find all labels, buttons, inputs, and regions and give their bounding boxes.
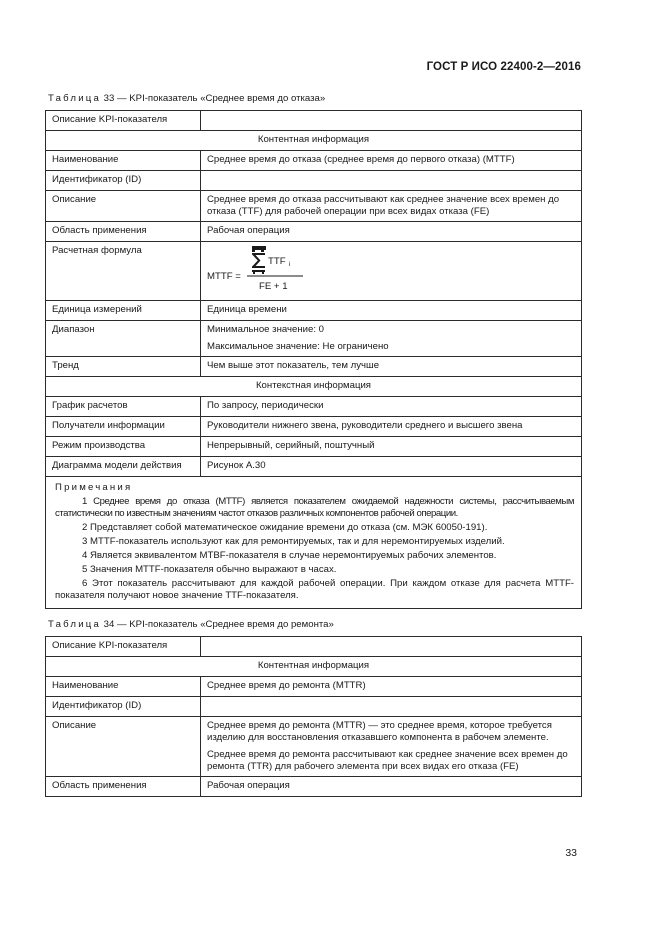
table-34-cell-value xyxy=(201,637,582,657)
table-34-cell-value xyxy=(201,717,582,777)
table-33-cell-label: Область применения xyxy=(46,222,201,242)
table-34-caption xyxy=(48,619,334,630)
table-33-cell-value: Единица времени xyxy=(201,301,582,321)
table-33-cell-label: Расчетная формула xyxy=(46,242,201,301)
table-33-caption xyxy=(48,93,325,104)
note-item: 4 Является эквивалентом MTBF-показателя в случае неремонтируемых рабочих элементов. xyxy=(82,550,497,561)
note-item: 6 Этот показатель рассчитывают для каждой рабочей операции. При каждом отказе для расчета MTTF-показателя получают новое значение TTF-показателя. xyxy=(55,578,574,601)
table-33-cell-label: Описание KPI-показателя xyxy=(46,111,201,131)
description-paragraph: Среднее время до ремонта рассчитывают как среднее значение всех времен до ремонта (TTR) для рабочего элемента при всех видах его отказа (FE) xyxy=(207,749,568,772)
table-33-cell-label: График расчетов xyxy=(46,397,201,417)
table-34-cell-label: Область применения xyxy=(46,777,201,797)
table-34-caption-prefix: Таблица xyxy=(48,619,102,630)
table-33-cell-value xyxy=(201,171,582,191)
table-33-cell-value: Чем выше этот показатель, тем лучше xyxy=(201,357,582,377)
table-33-notes xyxy=(46,477,582,609)
table-33-cell-label: Единица измерений xyxy=(46,301,201,321)
table-34-cell-label: Идентификатор (ID) xyxy=(46,697,201,717)
table-33-caption-prefix: Таблица xyxy=(48,93,102,104)
table-33-cell-value: По запросу, периодически xyxy=(201,397,582,417)
formula-subscript: i xyxy=(289,261,291,268)
table-34-section-content: Контентная информация xyxy=(46,657,582,677)
table-33-cell-label: Наименование xyxy=(46,151,201,171)
table-34-cell-value: Рабочая операция xyxy=(201,777,582,797)
table-34-cell-value: Среднее время до ремонта (MTTR) xyxy=(201,677,582,697)
table-33 xyxy=(45,110,582,609)
table-34-cell-label: Описание xyxy=(46,717,201,777)
table-33-cell-label: Идентификатор (ID) xyxy=(46,171,201,191)
note-item: 1 Среднее время до отказа (MTTF) является показателем ожидаемой надежности системы, рассчитываемым статистически по известным значениям частот отказов различных компонентов рабочей операции. xyxy=(55,496,574,519)
formula-graphic xyxy=(207,245,407,297)
table-33-cell-value: Рабочая операция xyxy=(201,222,582,242)
table-33-cell-value: Руководители нижнего звена, руководители среднего и высшего звена xyxy=(201,417,582,437)
table-34-caption-text: 34 — KPI-показатель «Среднее время до ремонта» xyxy=(101,619,334,630)
note-item: 3 MTTF-показатель используют как для ремонтируемых, так и для неремонтируемых изделий. xyxy=(82,536,505,547)
table-33-cell-label: Диапазон xyxy=(46,321,201,357)
range-min: Минимальное значение: 0 xyxy=(207,324,324,335)
table-33-cell-value xyxy=(201,321,582,357)
note-item: 5 Значения MTTF-показателя обычно выражают в часах. xyxy=(82,564,337,575)
table-33-cell-label: Тренд xyxy=(46,357,201,377)
table-33-section-context: Контекстная информация xyxy=(46,377,582,397)
table-33-section-content: Контентная информация xyxy=(46,131,582,151)
table-33-cell-value: Рисунок А.30 xyxy=(201,457,582,477)
formula-lhs: MTTF = xyxy=(207,271,241,282)
table-34-cell-value xyxy=(201,697,582,717)
table-33-cell-label: Описание xyxy=(46,191,201,222)
table-33-caption-text: 33 — KPI-показатель «Среднее время до отказа» xyxy=(101,93,326,104)
table-33-cell-label: Диаграмма модели действия xyxy=(46,457,201,477)
document-code: ГОСТ Р ИСО 22400-2—2016 xyxy=(426,61,581,73)
note-item: 2 Представляет собой математическое ожидание времени до отказа (см. МЭК 60050-191). xyxy=(82,522,488,533)
page-number: 33 xyxy=(565,847,577,859)
table-33-cell-value: Среднее время до отказа (среднее время до первого отказа) (MTTF) xyxy=(201,151,582,171)
table-33-cell-label: Получатели информации xyxy=(46,417,201,437)
formula-denominator: FE + 1 xyxy=(259,281,288,292)
table-34-cell-label: Описание KPI-показателя xyxy=(46,637,201,657)
mttf-formula xyxy=(207,245,575,292)
formula-cell xyxy=(201,242,582,301)
table-33-cell-label: Режим производства xyxy=(46,437,201,457)
range-max: Максимальное значение: Не ограничено xyxy=(207,341,389,352)
formula-numerator: TTF xyxy=(268,256,286,267)
description-paragraph: Среднее время до ремонта (MTTR) — это среднее время, которое требуется изделию для восстановления отказавшего компонента в рабочем элементе. xyxy=(207,720,552,743)
summation-icon xyxy=(252,246,266,274)
table-33-cell-value: Непрерывный, серийный, поштучный xyxy=(201,437,582,457)
notes-title: Примечания xyxy=(55,482,133,493)
table-34-cell-label: Наименование xyxy=(46,677,201,697)
table-33-cell-value: Среднее время до отказа рассчитывают как среднее значение всех времен до отказа (TTF) для рабочей операции при всех видах отказа (FE) xyxy=(201,191,582,222)
table-34 xyxy=(45,636,582,797)
table-33-cell-value xyxy=(201,111,582,131)
